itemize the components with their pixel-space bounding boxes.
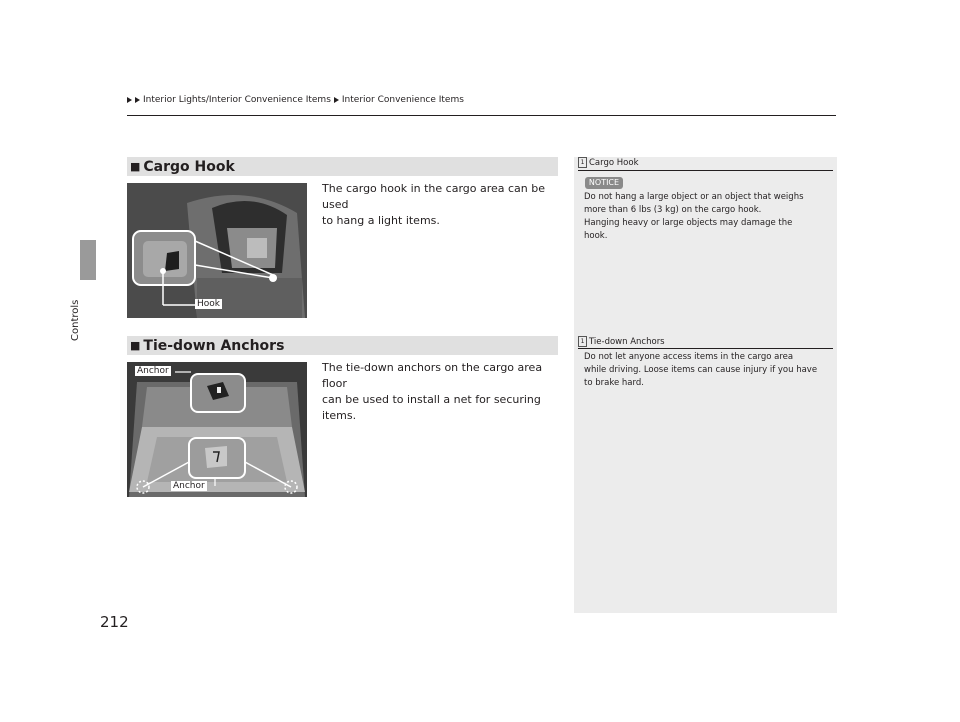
cargo-hook-illustration (127, 183, 307, 318)
note-line: hook. (584, 231, 608, 241)
note-line: to brake hard. (584, 378, 644, 388)
section-tab (80, 240, 96, 280)
note-rule (578, 170, 833, 171)
cargo-hook-body-line: to hang a light items. (322, 214, 440, 227)
notice-badge: NOTICE (585, 177, 623, 189)
arrow-right-icon (135, 97, 140, 103)
cargo-hook-note-title (578, 157, 639, 168)
section-label: Controls (70, 300, 81, 342)
arrow-right-icon (127, 97, 132, 103)
cargo-hook-note-body (584, 191, 834, 243)
square-bullet-icon: ■ (130, 160, 141, 173)
tie-down-illustration (127, 362, 307, 497)
cargo-hook-body (322, 181, 562, 229)
breadcrumb-item-convenience[interactable]: Interior Convenience Items (341, 95, 464, 105)
cargo-hook-note-title-text: Cargo Hook (589, 157, 639, 168)
header-rule (127, 115, 836, 116)
cargo-area-illustration (127, 362, 307, 497)
tie-down-note-title (578, 336, 665, 347)
reference-icon: 1 (578, 336, 587, 347)
cargo-hook-heading (127, 157, 558, 176)
anchor-callout-bottom: Anchor (173, 481, 205, 491)
hook-callout: Hook (197, 299, 220, 309)
arrow-right-icon (334, 97, 339, 103)
tie-down-heading (127, 336, 558, 355)
breadcrumb-item-interior-lights[interactable]: Interior Lights/Interior Convenience Items (143, 95, 331, 105)
tie-down-body-line: can be used to install a net for securing items. (322, 393, 541, 422)
page-number: 212 (100, 613, 129, 631)
note-line: more than 6 lbs (3 kg) on the cargo hook. (584, 205, 762, 215)
tie-down-heading-text: Tie-down Anchors (143, 337, 285, 354)
square-bullet-icon: ■ (130, 339, 141, 352)
car-rear-illustration (127, 183, 307, 318)
anchor-callout-top: Anchor (137, 366, 169, 376)
note-line: Do not let anyone access items in the cargo area (584, 352, 794, 362)
tie-down-note-title-text: Tie-down Anchors (589, 336, 665, 347)
cargo-hook-body-line: The cargo hook in the cargo area can be used (322, 182, 546, 211)
cargo-hook-heading-text: Cargo Hook (143, 158, 235, 175)
tie-down-body (322, 360, 562, 424)
tie-down-note-body (584, 351, 834, 390)
note-rule (578, 348, 833, 349)
tie-down-body-line: The tie-down anchors on the cargo area floor (322, 361, 543, 390)
note-line: Hanging heavy or large objects may damage the (584, 218, 793, 228)
note-line: while driving. Loose items can cause injury if you have (584, 365, 818, 375)
breadcrumb (127, 95, 464, 105)
note-line: Do not hang a large object or an object that weighs (584, 192, 804, 202)
reference-icon: 1 (578, 157, 587, 168)
